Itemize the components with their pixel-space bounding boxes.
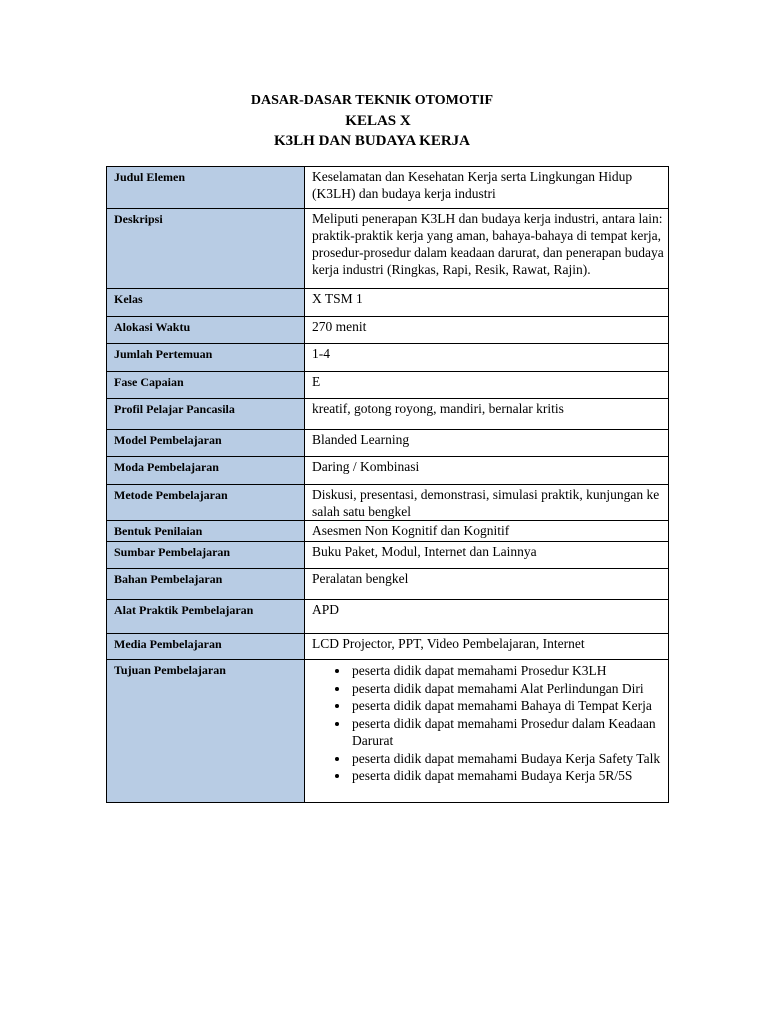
row-value: APD [305, 600, 669, 634]
row-value: Daring / Kombinasi [305, 457, 669, 485]
row-label: Model Pembelajaran [107, 430, 305, 457]
table-row [107, 344, 669, 372]
row-value: LCD Projector, PPT, Video Pembelajaran, Internet [305, 634, 669, 660]
row-label: Alokasi Waktu [107, 317, 305, 344]
table-row [107, 372, 669, 399]
table-row [107, 209, 669, 289]
row-value: Buku Paket, Modul, Internet dan Lainnya [305, 542, 669, 569]
lesson-info-table [106, 166, 669, 803]
table-row [107, 542, 669, 569]
doc-title: DASAR-DASAR TEKNIK OTOMOTIF [250, 93, 494, 108]
list-item: • peserta didik dapat memahami Bahaya di Tempat Kerja [350, 697, 664, 715]
row-label: Jumlah Pertemuan [107, 344, 305, 372]
list-item: • peserta didik dapat memahami Budaya Kerja Safety Talk [350, 750, 664, 768]
row-value [305, 660, 669, 803]
table-row [107, 569, 669, 600]
table-row [107, 289, 669, 317]
table-row [107, 457, 669, 485]
row-value: Diskusi, presentasi, demonstrasi, simulasi praktik, kunjungan ke salah satu bengkel [305, 485, 669, 521]
row-label: Bentuk Penilaian [107, 521, 305, 542]
doc-class-heading: KELAS X [345, 113, 411, 129]
row-label: Bahan Pembelajaran [107, 569, 305, 600]
table-row [107, 399, 669, 430]
row-value: 270 menit [305, 317, 669, 344]
row-label: Media Pembelajaran [107, 634, 305, 660]
table-row [107, 521, 669, 542]
row-label: Sumbar Pembelajaran [107, 542, 305, 569]
row-label: Deskripsi [107, 209, 305, 289]
row-label: Alat Praktik Pembelajaran [107, 600, 305, 634]
list-item: • peserta didik dapat memahami Prosedur dalam Keadaan Darurat [350, 715, 664, 750]
row-label: Moda Pembelajaran [107, 457, 305, 485]
list-item: • peserta didik dapat memahami Budaya Kerja 5R/5S [350, 767, 664, 785]
table-row [107, 317, 669, 344]
table-row [107, 430, 669, 457]
list-item: • peserta didik dapat memahami Alat Perlindungan Diri [350, 680, 664, 698]
doc-subject-heading: K3LH DAN BUDAYA KERJA [273, 133, 470, 149]
list-item: • peserta didik dapat memahami Prosedur K3LH [350, 662, 664, 680]
row-label: Tujuan Pembelajaran [107, 660, 305, 803]
table-row [107, 600, 669, 634]
row-value: Keselamatan dan Kesehatan Kerja serta Lingkungan Hidup (K3LH) dan budaya kerja industri [305, 167, 669, 209]
table-row [107, 167, 669, 209]
row-label: Kelas [107, 289, 305, 317]
row-label: Profil Pelajar Pancasila [107, 399, 305, 430]
table-row [107, 485, 669, 521]
row-value: Meliputi penerapan K3LH dan budaya kerja industri, antara lain: praktik-praktik kerja yang aman, bahaya-bahaya di tempat kerja, prosedur-prosedur dalam keadaan darurat, dan penerapan budaya kerja industri (Ringkas, Rapi, Resik, Rawat, Rajin). [305, 209, 669, 289]
row-label: Metode Pembelajaran [107, 485, 305, 521]
table-row [107, 634, 669, 660]
goals-list [312, 662, 664, 785]
row-value: kreatif, gotong royong, mandiri, bernalar kritis [305, 399, 669, 430]
row-value: X TSM 1 [305, 289, 669, 317]
row-value: Asesmen Non Kognitif dan Kognitif [305, 521, 669, 542]
row-value: Peralatan bengkel [305, 569, 669, 600]
row-value: Blanded Learning [305, 430, 669, 457]
table-row [107, 660, 669, 803]
row-value: E [305, 372, 669, 399]
row-label: Judul Elemen [107, 167, 305, 209]
row-label: Fase Capaian [107, 372, 305, 399]
row-value: 1-4 [305, 344, 669, 372]
